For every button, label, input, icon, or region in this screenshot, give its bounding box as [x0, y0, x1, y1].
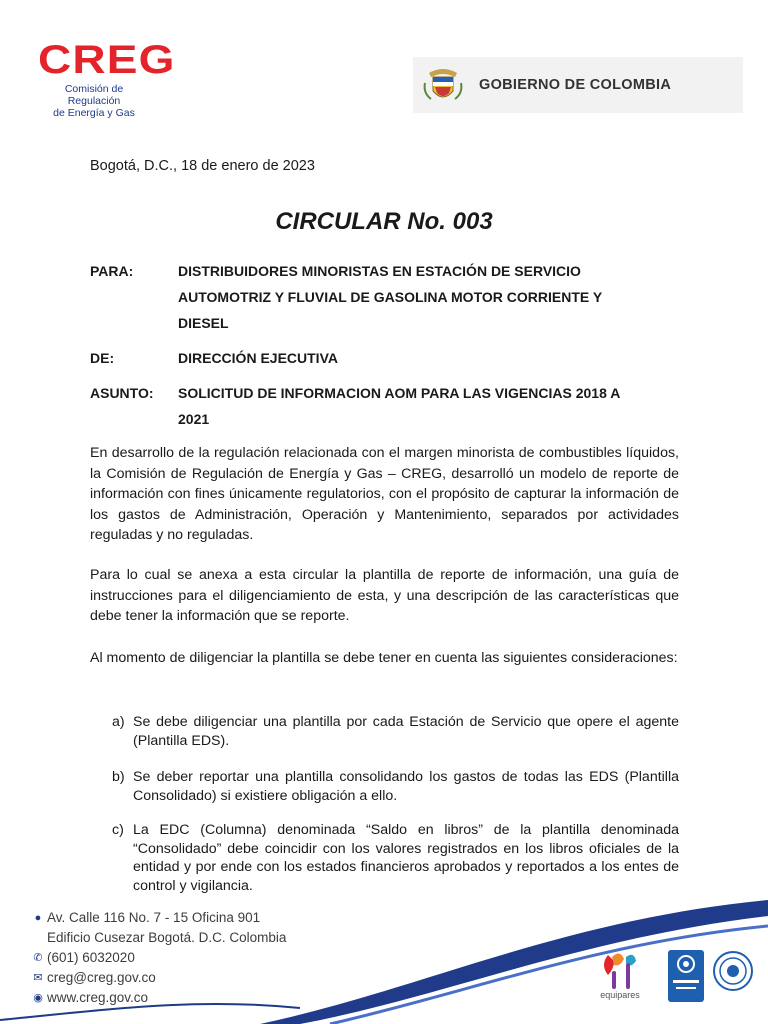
creg-logo-mark: CREG: [38, 38, 176, 82]
field-de-label: DE:: [90, 350, 115, 366]
creg-logo: [38, 38, 176, 119]
phone-icon: ✆: [33, 952, 43, 964]
coat-of-arms-icon: [421, 63, 465, 107]
paragraph-3: Al momento de diligenciar la plantilla se debe tener en cuenta las siguientes consideraciones:: [90, 650, 678, 666]
field-asunto-value: [178, 380, 678, 432]
field-para-line: AUTOMOTRIZ Y FLUVIAL DE GASOLINA MOTOR CORRIENTE Y: [178, 289, 603, 305]
document-date: Bogotá, D.C., 18 de enero de 2023: [90, 158, 315, 174]
government-label: GOBIERNO DE COLOMBIA: [479, 77, 672, 93]
globe-icon: ◉: [33, 992, 43, 1004]
field-de-value: DIRECCIÓN EJECUTIVA: [178, 350, 338, 366]
address-line-2: Edificio Cusezar Bogotá. D.C. Colombia: [47, 930, 287, 945]
logo-sub-line2: de Energía y Gas: [53, 107, 135, 119]
email-row: [32, 968, 286, 988]
equipares-label: equipares: [600, 990, 640, 1000]
field-para-line: DISTRIBUIDORES MINORISTAS EN ESTACIÓN DE SERVICIO: [178, 263, 581, 279]
mail-icon: ✉: [33, 972, 43, 984]
iqnet-certification-icon: [712, 950, 754, 992]
location-icon: ●: [34, 912, 42, 924]
email-link[interactable]: creg@creg.gov.co: [47, 970, 156, 985]
list-item: [112, 713, 679, 750]
field-asunto-line: 2021: [178, 411, 210, 427]
equipares-logo-icon: [590, 945, 650, 1015]
creg-logo-subtitle: [38, 83, 150, 119]
list-marker: c): [112, 822, 124, 838]
list-marker: a): [112, 714, 125, 730]
logo-sub-line1: Comisión de Regulación: [64, 83, 124, 107]
field-para-line: DIESEL: [178, 315, 229, 331]
address-row: [32, 908, 286, 928]
phone-row: [32, 948, 286, 968]
list-marker: b): [112, 769, 125, 785]
list-item-text: Se debe diligenciar una plantilla por cada Estación de Servicio que opere el agente (Plantilla EDS).: [133, 714, 679, 749]
footer-contact: [32, 908, 286, 1008]
address-line-1: Av. Calle 116 No. 7 - 15 Oficina 901: [47, 910, 261, 925]
paragraph-2: Para lo cual se anexa a esta circular la plantilla de reporte de información, una guía de instrucciones para el diligenciamiento de esta, y una descripción de las características que debe tener la información que se reporte.: [90, 567, 679, 624]
document-title: CIRCULAR No. 003: [275, 208, 493, 235]
icontec-certification-icon: [668, 950, 704, 1002]
list-item-text: La EDC (Columna) denominada “Saldo en libros” de la plantilla denominada “Consolidado” debe coincidir con los valores registrados en los libros oficiales de la entidad y por ende con los estados financieros aprobados y reportados a los entes de control y vigilancia.: [133, 822, 679, 894]
address-row-2: [47, 928, 286, 948]
list-item-text: Se deber reportar una plantilla consolidando los gastos de todas las EDS (Plantilla Consolidado) si existiere obligación a ello.: [133, 769, 679, 804]
web-row: [32, 988, 286, 1008]
field-para-value: [178, 258, 678, 336]
website-link[interactable]: www.creg.gov.co: [47, 990, 149, 1005]
list-item: [112, 768, 679, 805]
phone-number: (601) 6032020: [47, 950, 135, 965]
paragraph-1: En desarrollo de la regulación relacionada con el margen minorista de combustibles líquidos, la Comisión de Regulación de Energía y Gas – CREG, desarrolló un modelo de reporte de información con fines únicamente regulatorios, con el propósito de capturar la información de los gastos de Administración, Operación y Mantenimiento, separados por actividades reguladas y no reguladas.: [90, 445, 679, 543]
field-asunto-label: ASUNTO:: [90, 385, 154, 401]
government-banner: [413, 57, 743, 113]
field-asunto-line: SOLICITUD DE INFORMACION AOM PARA LAS VIGENCIAS 2018 A: [178, 385, 621, 401]
field-para-label: PARA:: [90, 263, 134, 279]
